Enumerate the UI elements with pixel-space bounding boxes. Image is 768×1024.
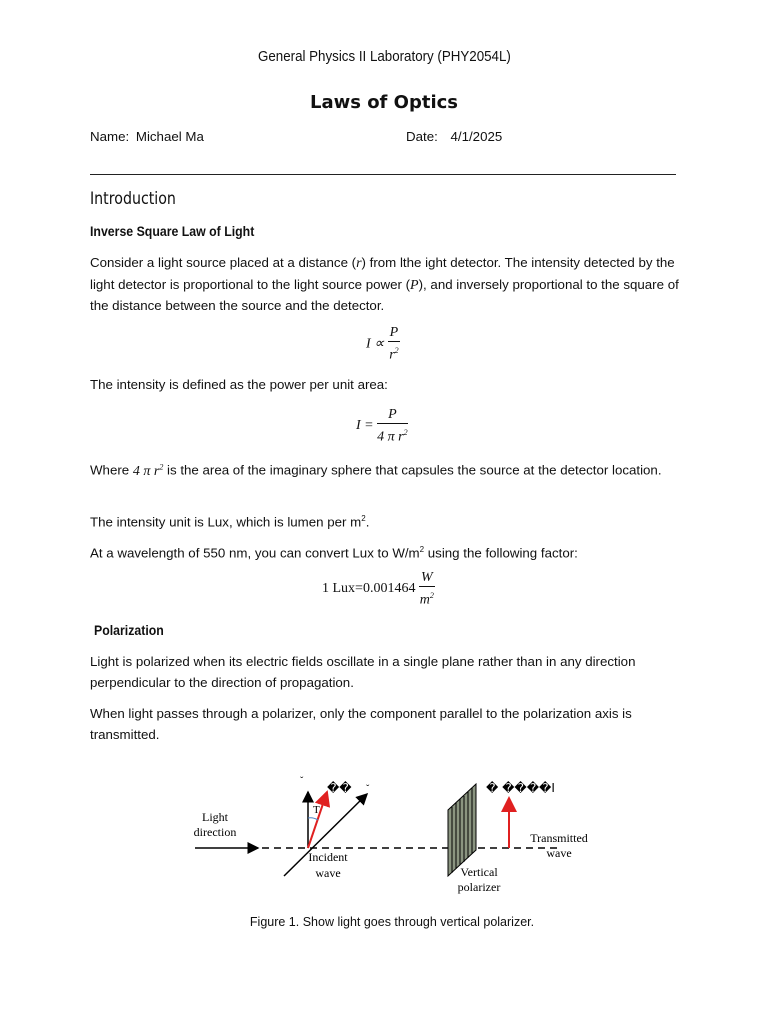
date-value: 4/1/2025	[450, 129, 503, 144]
polarization-heading: Polarization	[94, 622, 164, 638]
transmitted-wave-label-1: Transmitted	[530, 831, 588, 845]
vertical-polarizer-label-1: Vertical	[460, 865, 498, 879]
transmitted-field-label: � ����I	[486, 781, 555, 795]
inverse-square-paragraph	[90, 253, 680, 317]
theta-label: T	[313, 804, 320, 816]
eq3-denominator	[419, 587, 435, 609]
para-text: ) from lthe ight detector. The intensity detected by the light detector is proportional to the light source power (	[90, 255, 675, 292]
lux-unit-paragraph	[90, 509, 680, 533]
para-text: .	[365, 514, 370, 530]
tick-mark-1: ˇ	[300, 776, 304, 787]
eq1-fraction	[388, 324, 401, 364]
eq2-den-base: 4 π r	[377, 429, 404, 445]
superscript: 2	[419, 545, 425, 554]
eq2-lhs: I =	[356, 417, 374, 433]
eq3-fraction	[419, 569, 435, 609]
eq2-denominator	[377, 424, 407, 446]
para-text: ), and inversely proportional to the square of the distance between the source and the detector.	[90, 276, 679, 313]
incident-field-label: ��	[327, 781, 352, 795]
course-title-text: General Physics II Laboratory (PHY2054L)	[257, 49, 511, 65]
math-4pir2	[133, 464, 163, 479]
incident-wave-label-2: wave	[315, 866, 341, 880]
date-line	[406, 129, 502, 144]
math-r: r	[356, 256, 362, 271]
document-title-text: Laws of Optics	[309, 92, 459, 113]
eq1-lhs: I ∝	[366, 336, 385, 352]
light-direction-label-1: Light	[202, 810, 228, 824]
header-divider	[90, 174, 676, 175]
name-value: Michael Ma	[135, 129, 204, 144]
math-exp: 2	[159, 462, 164, 471]
eq3-numerator: W	[420, 570, 433, 585]
angle-arc	[308, 818, 318, 820]
equation-intensity	[356, 406, 408, 446]
eq2-fraction	[377, 406, 407, 446]
para-text: At a wavelength of 550 nm, you can convert Lux to W/m	[90, 545, 420, 561]
name-label: Name:	[90, 129, 130, 144]
conversion-paragraph	[90, 540, 680, 564]
para-text: is the area of the imaginary sphere that capsules the source at the detector location.	[163, 462, 662, 478]
eq1-den-base: r	[389, 347, 395, 363]
para-text: Consider a light source placed at a distance (	[90, 255, 357, 270]
intensity-definition: The intensity is defined as the power per unit area:	[90, 377, 388, 392]
math-p: P	[410, 277, 419, 293]
polarizer-figure	[0, 770, 768, 910]
date-label: Date:	[406, 129, 438, 144]
eq2-den-exp: 2	[403, 428, 408, 437]
inverse-square-heading: Inverse Square Law of Light	[90, 223, 255, 239]
equation-proportionality	[366, 324, 400, 364]
para-text: The intensity unit is Lux, which is lumen per m	[90, 514, 362, 530]
superscript: 2	[361, 514, 366, 523]
para-text: using the following factor:	[424, 545, 578, 561]
eq3-den-exp: 2	[429, 591, 434, 600]
eq3-den-base: m	[419, 592, 430, 608]
eq1-denominator	[388, 342, 401, 364]
eq3-lhs: 1 Lux=0.001464	[322, 580, 416, 596]
document-title	[0, 92, 768, 113]
vertical-polarizer-label-2: polarizer	[457, 880, 501, 894]
polarization-paragraph-1: Light is polarized when its electric fields oscillate in a single plane rather than in any direction perpendicular to the direction of propagation.	[90, 654, 636, 690]
math-4pir: 4 π r	[132, 463, 160, 479]
light-direction-label-2: direction	[193, 825, 237, 839]
incident-wave-label-1: Incident	[308, 850, 348, 864]
eq2-numerator: P	[377, 406, 407, 424]
name-line	[90, 129, 204, 144]
figure-caption: Figure 1. Show light goes through vertical polarizer.	[249, 915, 535, 929]
course-title	[0, 49, 768, 65]
tick-mark-2: ˇ	[366, 784, 370, 795]
equation-lux-conversion	[322, 569, 435, 609]
eq1-den-exp: 2	[394, 346, 399, 355]
introduction-heading: Introduction	[90, 189, 176, 208]
polarization-paragraph-2: When light passes through a polarizer, only the component parallel to the polarization axis is transmitted.	[90, 706, 632, 742]
transmitted-wave-label-2: wave	[546, 846, 572, 860]
para-text: Where	[90, 462, 133, 478]
sphere-area-paragraph	[90, 457, 680, 482]
eq1-numerator: P	[389, 325, 399, 340]
